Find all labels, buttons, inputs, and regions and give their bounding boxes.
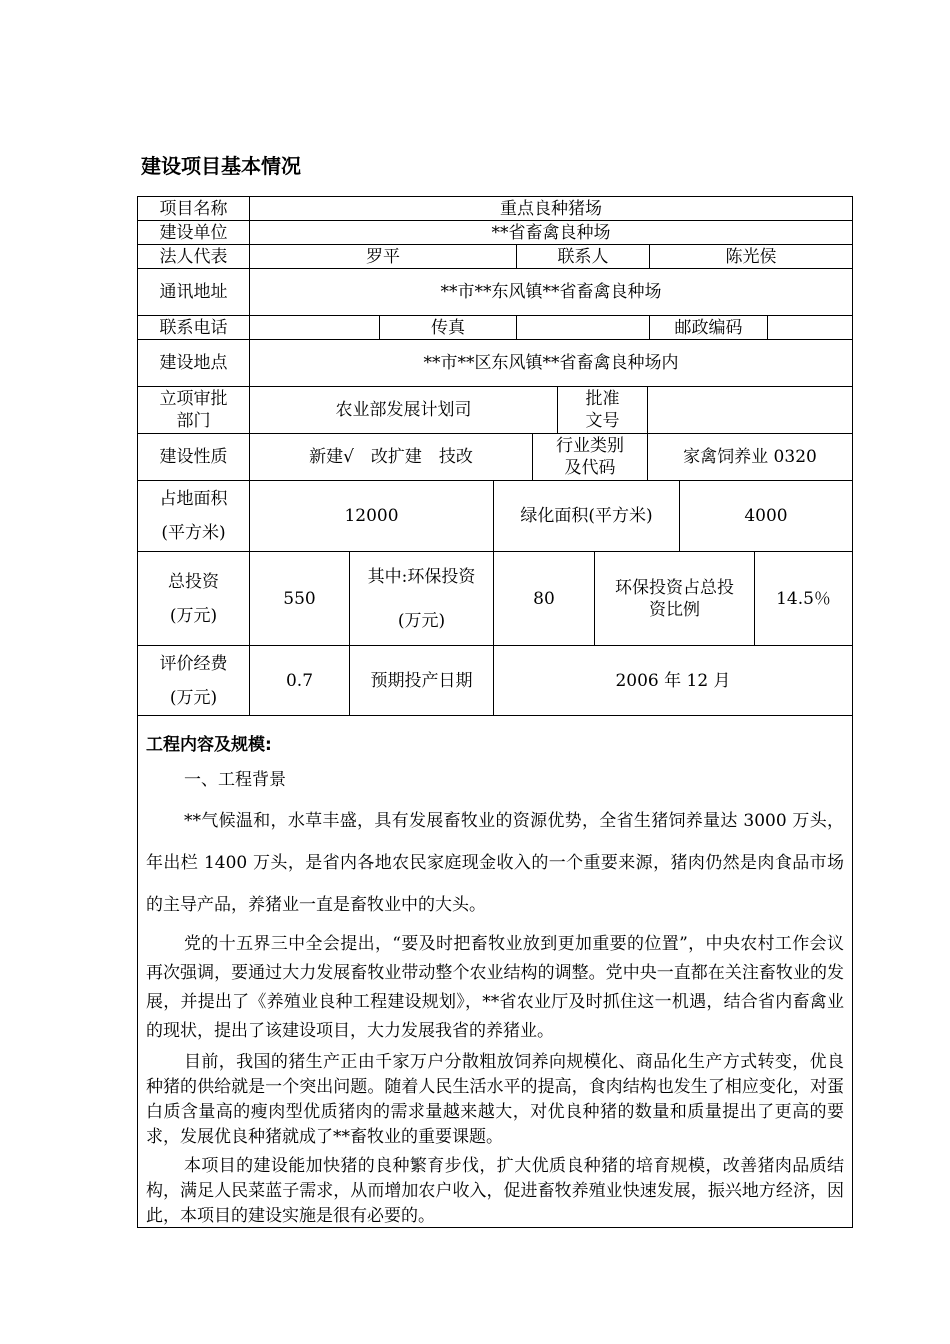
postcode-label: 邮政编码 [650,316,768,340]
address-label: 通讯地址 [138,269,250,316]
section-heading: 一、工程背景 [184,770,286,790]
content-heading: 工程内容及规模: [146,735,272,755]
project-name-value: 重点良种猪场 [250,197,852,221]
postcode-value [768,316,852,340]
site-value: **市**区东风镇**省畜禽良种场内 [250,340,852,387]
land-area-label-line1: 占地面积 [159,489,228,509]
eval-cost-label [138,646,250,716]
land-area-value: 12000 [250,481,494,552]
nature-value: 新建√ 改扩建 技改 [250,434,533,481]
investment-label [138,552,250,646]
land-area-label-line2: (平方米) [161,523,226,543]
approval-no-label-line2: 文号 [585,411,620,431]
unit-value: **省畜禽良种场 [250,221,852,245]
env-ratio-label-line1: 环保投资占总投 [615,577,734,598]
phone-label: 联系电话 [138,316,250,340]
eval-cost-label-line1: 评价经费 [159,653,228,674]
start-date-value: 2006 年 12 月 [494,646,852,716]
fax-value [517,316,650,340]
green-area-value: 4000 [680,481,852,552]
env-ratio-label-line2: 资比例 [649,599,700,620]
fax-label: 传真 [380,316,517,340]
project-content [138,716,852,1233]
address-value: **市**东风镇**省畜禽良种场 [250,269,852,316]
site-label: 建设地点 [138,340,250,387]
investment-value: 550 [250,552,350,646]
contact-label: 联系人 [517,245,650,269]
investment-label-line1: 总投资 [168,571,219,592]
page-title: 建设项目基本情况 [141,154,301,178]
industry-label [533,434,648,481]
env-invest-label [350,552,494,646]
land-area-label [138,481,250,552]
industry-label-line2: 及代码 [564,458,616,478]
env-ratio-label [595,552,755,646]
investment-label-line2: (万元) [169,605,218,626]
approval-dept-value: 农业部发展计划司 [250,387,558,434]
project-info-form [137,196,853,1228]
nature-label: 建设性质 [138,434,250,481]
content-paragraph: 本项目的建设能加快猪的良种繁育步伐，扩大优质良种猪的培育规模，改善猪肉品质结构，满足人民菜蓝子需求，从而增加农户收入，促进畜牧养殖业快速发展，振兴地方经济，因此，本项目的建设实施是很有必要的。 [146,1156,844,1226]
env-invest-value: 80 [494,552,595,646]
contact-value: 陈光侯 [650,245,852,269]
approval-dept-label [138,387,250,434]
env-invest-label-line2: (万元) [397,610,446,631]
eval-cost-value: 0.7 [250,646,350,716]
content-paragraph: 党的十五界三中全会提出，“要及时把畜牧业放到更加重要的位置”，中央农村工作会议再次强调，要通过大力发展畜牧业带动整个农业结构的调整。党中央一直都在关注畜牧业的发展，并提出了《养殖业良种工程建设规划》，**省农业厅及时抓住这一机遇，结合省内畜禽业的现状，提出了该建设项目，大力发展我省的养猪业。 [146,934,844,1041]
env-ratio-value: 14.5％ [755,552,852,646]
eval-cost-label-line2: (万元) [169,687,218,708]
approval-no-label [558,387,648,434]
approval-no-value [648,387,852,434]
unit-label: 建设单位 [138,221,250,245]
approval-no-label-line1: 批准 [585,389,620,409]
content-paragraph: **气候温和，水草丰盛，具有发展畜牧业的资源优势，全省生猪饲养量达 3000 万头，年出栏 1400 万头，是省内各地农民家庭现金收入的一个重要来源，猪肉仍然是肉食品市场的主导产品，养猪业一直是畜牧业中的大头。 [146,811,844,915]
project-name-label: 项目名称 [138,197,250,221]
legal-rep-value: 罗平 [250,245,517,269]
industry-value: 家禽饲养业 0320 [648,434,852,481]
green-area-label: 绿化面积(平方米) [494,481,680,552]
approval-dept-label-line1: 立项审批 [159,389,228,409]
approval-dept-label-line2: 部门 [176,411,211,431]
env-invest-label-line1: 其中:环保投资 [367,566,476,587]
phone-value [250,316,380,340]
legal-rep-label: 法人代表 [138,245,250,269]
industry-label-line1: 行业类别 [556,436,624,456]
start-date-label: 预期投产日期 [350,646,494,716]
content-paragraph: 目前，我国的猪生产正由千家万户分散粗放饲养向规模化、商品化生产方式转变，优良种猪的供给就是一个突出问题。随着人民生活水平的提高，食肉结构也发生了相应变化，对蛋白质含量高的瘦肉型优质猪肉的需求量越来越大，对优良种猪的数量和质量提出了更高的要求，发展优良种猪就成了**畜牧业的重要课题。 [146,1052,844,1147]
